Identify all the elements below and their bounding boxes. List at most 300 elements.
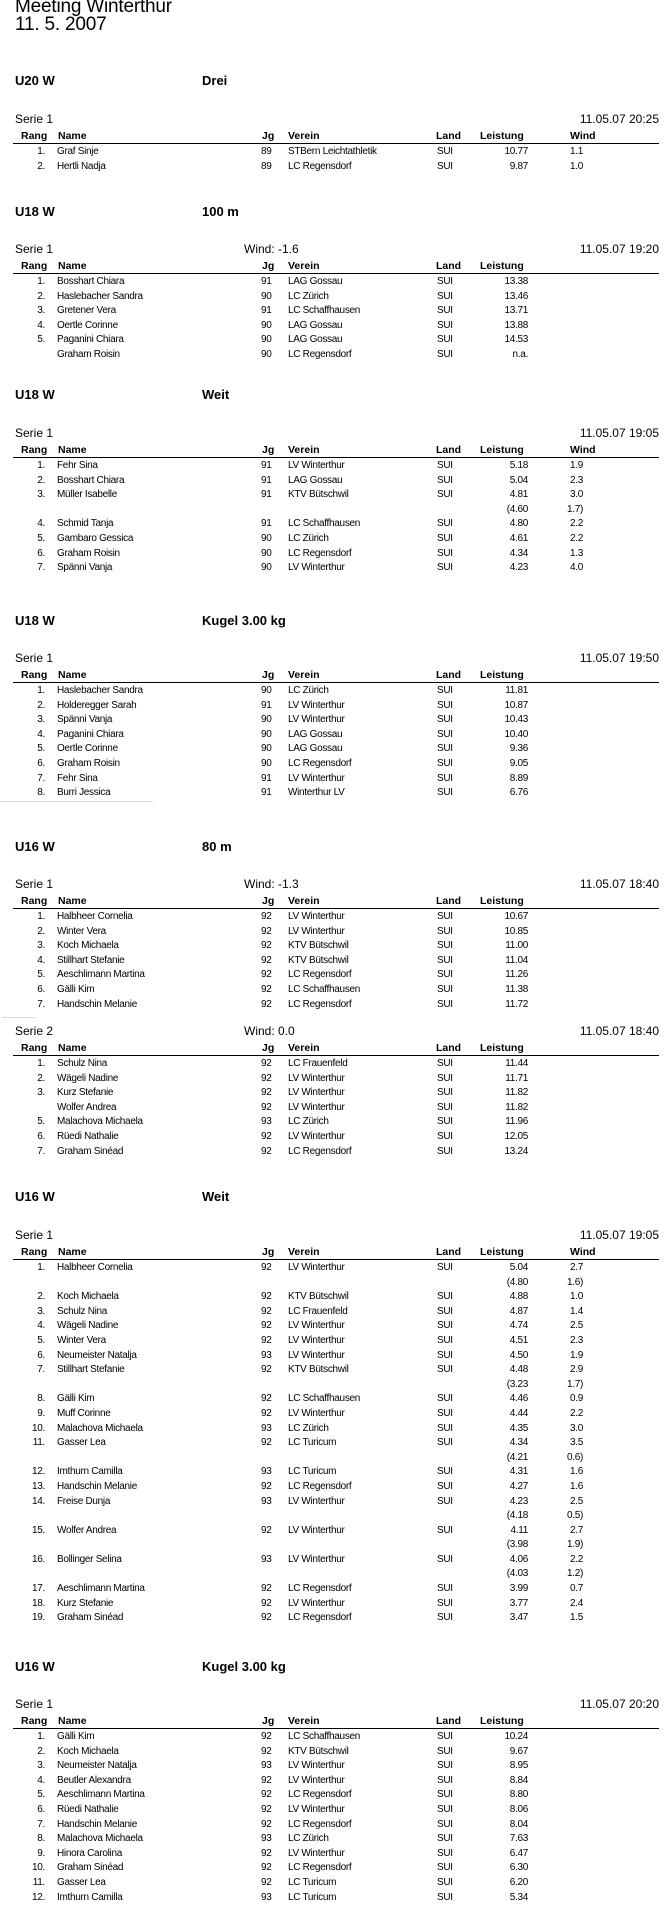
result-row	[0, 1612, 669, 1627]
cell-jg: 90	[261, 348, 272, 360]
cell-verein: LC Zürich	[288, 532, 329, 544]
cell-jg: 92	[261, 1145, 272, 1157]
cell-land: SUI	[437, 489, 453, 501]
event-discipline: Kugel 3.00 kg	[202, 613, 286, 628]
cell-rang: 8.	[37, 1833, 45, 1845]
cell-rang: 4.	[37, 1774, 45, 1786]
cell-wind: 1.5	[569, 1612, 583, 1624]
column-header-land: Land	[436, 669, 462, 681]
cell-verein: LV Winterthur	[288, 1597, 345, 1609]
cell-name: Hinora Carolina	[57, 1847, 122, 1859]
cell-wind: 2.2	[569, 1407, 583, 1419]
cell-verein: KTV Bütschwil	[288, 940, 349, 952]
series-block	[0, 1228, 669, 1627]
series-block	[0, 877, 669, 1013]
cell-jg: 89	[261, 160, 272, 172]
cell-land: SUI	[437, 1833, 453, 1845]
result-row	[0, 1423, 669, 1438]
cell-jg: 92	[261, 1334, 272, 1346]
cell-wind: 1.2)	[566, 1568, 583, 1580]
cell-verein: Winterthur LV	[288, 787, 345, 799]
cell-name: Neumeister Natalja	[57, 1760, 137, 1772]
page-break-line	[2, 1017, 35, 1018]
event-section	[0, 73, 669, 93]
cell-verein: LAG Gossau	[288, 474, 343, 486]
series-time: 11.05.07 20:20	[579, 1697, 659, 1711]
cell-land: SUI	[437, 998, 453, 1010]
cell-verein: LV Winterthur	[288, 1760, 345, 1772]
cell-name: Gälli Kim	[57, 983, 95, 995]
cell-rang: 5.	[37, 1334, 45, 1346]
result-row	[0, 1496, 669, 1511]
cell-rang: 7.	[37, 772, 45, 784]
series-header	[0, 426, 669, 443]
cell-leistung: 4.44	[509, 1407, 528, 1419]
table-header	[13, 129, 659, 144]
table-header	[13, 894, 659, 909]
cell-leistung: 11.38	[505, 983, 528, 995]
column-header-name: Name	[58, 895, 87, 907]
cell-jg: 92	[261, 1597, 272, 1609]
cell-leistung: 4.61	[509, 532, 528, 544]
result-row	[0, 714, 669, 729]
cell-jg: 91	[261, 460, 272, 471]
result-row	[0, 1583, 669, 1598]
cell-land: SUI	[437, 969, 453, 981]
cell-land: SUI	[437, 925, 453, 937]
results-table-body	[0, 144, 669, 175]
column-header-land: Land	[436, 130, 462, 142]
cell-leistung: 14.53	[504, 334, 528, 346]
result-row	[0, 1554, 669, 1569]
cell-leistung: 11.71	[505, 1072, 528, 1084]
cell-verein: LC Turicum	[288, 1891, 337, 1903]
column-header-leistung: Leistung	[480, 1042, 524, 1054]
results-table-body	[0, 1729, 669, 1906]
cell-wind: 2.5	[569, 1495, 583, 1507]
cell-name: Burri Jessica	[57, 787, 111, 799]
cell-verein: LC Frauenfeld	[288, 1058, 348, 1069]
cell-verein: LV Winterthur	[288, 772, 345, 784]
result-row	[0, 969, 669, 984]
result-row-secondary-attempt	[0, 504, 669, 519]
cell-name: Rüedi Nathalie	[57, 1803, 119, 1815]
cell-wind: 2.3	[569, 1334, 583, 1346]
cell-verein: LC Schaffhausen	[288, 518, 361, 530]
cell-rang: 3.	[37, 940, 45, 952]
event-discipline: 80 m	[202, 839, 232, 854]
cell-leistung: 4.81	[509, 489, 528, 501]
cell-land: SUI	[437, 1553, 453, 1565]
cell-rang: 2.	[37, 699, 45, 711]
cell-leistung: 4.46	[509, 1393, 528, 1405]
cell-leistung: 11.82	[505, 1087, 528, 1099]
column-header-leistung: Leistung	[480, 895, 524, 907]
cell-verein: LC Regensdorf	[288, 1480, 352, 1492]
cell-jg: 90	[261, 319, 272, 331]
cell-name: Beutler Alexandra	[57, 1774, 131, 1786]
cell-jg: 92	[261, 911, 272, 922]
cell-verein: LV Winterthur	[288, 1072, 345, 1084]
cell-jg: 93	[261, 1495, 272, 1507]
cell-jg: 92	[261, 1876, 272, 1888]
cell-wind: 1.0	[569, 160, 583, 172]
cell-wind: 2.2	[569, 518, 583, 530]
cell-verein: LC Regensdorf	[288, 1612, 352, 1624]
cell-leistung: 7.63	[509, 1833, 528, 1845]
result-row	[0, 460, 669, 475]
cell-name: Gälli Kim	[57, 1393, 95, 1405]
result-row-secondary-attempt	[0, 1452, 669, 1467]
series-block	[0, 112, 669, 175]
cell-name: Graham Roisin	[57, 757, 120, 769]
results-table-body	[0, 458, 669, 577]
cell-rang: 12.	[31, 1891, 45, 1903]
cell-leistung: 6.47	[509, 1847, 528, 1859]
event-heading	[0, 387, 669, 407]
cell-wind: 2.7	[569, 1262, 583, 1273]
cell-rang: 7.	[37, 1145, 45, 1157]
column-header-land: Land	[436, 1246, 462, 1258]
cell-wind: 2.2	[569, 532, 583, 544]
cell-leistung: 8.06	[509, 1803, 528, 1815]
cell-verein: LV Winterthur	[288, 1847, 345, 1859]
result-row-secondary-attempt	[0, 1277, 669, 1292]
cell-rang: 3.	[37, 1087, 45, 1099]
cell-rang: 6.	[37, 757, 45, 769]
cell-land: SUI	[437, 1597, 453, 1609]
cell-land: SUI	[437, 518, 453, 530]
cell-leistung: 8.95	[509, 1760, 528, 1772]
series-wind: Wind: -1.3	[244, 877, 299, 891]
cell-name: Graham Sinéad	[57, 1862, 124, 1874]
cell-rang: 7.	[37, 1364, 45, 1376]
cell-land: SUI	[437, 1291, 453, 1303]
cell-rang: 15.	[31, 1524, 45, 1536]
cell-land: SUI	[437, 983, 453, 995]
cell-verein: LC Frauenfeld	[288, 1305, 348, 1317]
result-row	[0, 1146, 669, 1161]
result-row-secondary-attempt	[0, 1568, 669, 1583]
cell-jg: 90	[261, 728, 272, 740]
series-wind: Wind: 0.0	[244, 1024, 295, 1038]
cell-rang: 2.	[37, 1072, 45, 1084]
cell-leistung: (4.03	[506, 1568, 528, 1580]
cell-name: Bosshart Chiara	[57, 474, 125, 486]
cell-verein: LC Regensdorf	[288, 969, 352, 981]
cell-land: SUI	[437, 305, 453, 317]
column-header-leistung: Leistung	[480, 1246, 524, 1258]
cell-verein: LV Winterthur	[288, 1349, 345, 1361]
cell-rang: 19.	[31, 1612, 45, 1624]
cell-leistung: 9.05	[509, 757, 528, 769]
result-row	[0, 1819, 669, 1834]
cell-name: Graf Sinje	[57, 146, 99, 157]
event-section	[0, 613, 669, 633]
cell-jg: 92	[261, 1101, 272, 1113]
cell-verein: KTV Bütschwil	[288, 954, 349, 966]
cell-name: Haslebacher Sandra	[57, 290, 143, 302]
cell-leistung: 6.76	[509, 787, 528, 799]
cell-rang: 6.	[37, 983, 45, 995]
cell-verein: KTV Bütschwil	[288, 1745, 349, 1757]
cell-jg: 91	[261, 489, 272, 501]
cell-leistung: 5.04	[509, 474, 528, 486]
result-row	[0, 1525, 669, 1540]
series-time: 11.05.07 19:05	[579, 1228, 659, 1242]
column-header-name: Name	[58, 260, 87, 272]
cell-jg: 92	[261, 1480, 272, 1492]
cell-leistung: (4.18	[506, 1510, 528, 1522]
cell-rang: 13.	[31, 1480, 45, 1492]
cell-name: Stillhart Stefanie	[57, 1364, 125, 1376]
cell-jg: 91	[261, 699, 272, 711]
cell-name: Koch Michaela	[57, 1745, 119, 1757]
cell-rang: 16.	[31, 1553, 45, 1565]
event-category: U18 W	[15, 204, 55, 219]
column-header-jg: Jg	[262, 1042, 275, 1054]
cell-leistung: 11.82	[505, 1101, 528, 1113]
column-header-leistung: Leistung	[480, 1715, 524, 1727]
cell-jg: 92	[261, 1731, 272, 1742]
cell-leistung: 11.96	[505, 1116, 528, 1128]
cell-jg: 90	[261, 532, 272, 544]
cell-verein: LC Regensdorf	[288, 1583, 352, 1595]
cell-name: Graham Sinéad	[57, 1612, 124, 1624]
cell-rang: 2.	[37, 290, 45, 302]
cell-leistung: 10.85	[504, 925, 528, 937]
cell-jg: 92	[261, 1847, 272, 1859]
cell-leistung: 13.88	[504, 319, 528, 331]
result-row	[0, 1073, 669, 1088]
cell-land: SUI	[437, 743, 453, 755]
result-row-secondary-attempt	[0, 1539, 669, 1554]
cell-leistung: 4.27	[509, 1480, 528, 1492]
cell-jg: 93	[261, 1891, 272, 1903]
cell-name: Koch Michaela	[57, 940, 119, 952]
cell-leistung: 13.71	[504, 305, 528, 317]
result-row	[0, 1058, 669, 1073]
column-header-rang: Rang	[21, 444, 48, 456]
cell-jg: 92	[261, 969, 272, 981]
result-row	[0, 743, 669, 758]
cell-jg: 92	[261, 1774, 272, 1786]
cell-name: Imthurn Camilla	[57, 1466, 123, 1478]
cell-leistung: 4.31	[509, 1466, 528, 1478]
cell-jg: 90	[261, 743, 272, 755]
cell-rang: 11.	[32, 1437, 45, 1449]
table-header	[13, 443, 659, 458]
cell-verein: LV Winterthur	[288, 1553, 345, 1565]
cell-name: Kurz Stefanie	[57, 1087, 114, 1099]
cell-verein: LV Winterthur	[288, 1320, 345, 1332]
cell-verein: LV Winterthur	[288, 1524, 345, 1536]
cell-verein: LAG Gossau	[288, 743, 343, 755]
cell-wind: 2.3	[569, 474, 583, 486]
cell-jg: 92	[261, 925, 272, 937]
result-row	[0, 533, 669, 548]
column-header-land: Land	[436, 1715, 462, 1727]
column-header-wind: Wind	[570, 1246, 596, 1258]
cell-name: Graham Roisin	[57, 348, 120, 360]
result-row	[0, 1262, 669, 1277]
cell-verein: LV Winterthur	[288, 1407, 345, 1419]
cell-land: SUI	[437, 1116, 453, 1128]
cell-wind: 1.3	[569, 547, 583, 559]
cell-verein: KTV Bütschwil	[288, 1364, 349, 1376]
cell-rang: 3.	[37, 1760, 45, 1772]
cell-verein: LV Winterthur	[288, 1334, 345, 1346]
cell-land: SUI	[437, 1760, 453, 1772]
cell-leistung: 13.38	[504, 276, 528, 287]
result-row	[0, 1481, 669, 1496]
cell-leistung: 4.34	[509, 547, 528, 559]
cell-jg: 93	[261, 1466, 272, 1478]
cell-name: Rüedi Nathalie	[57, 1130, 119, 1142]
result-row	[0, 518, 669, 533]
cell-verein: LC Regensdorf	[288, 160, 352, 172]
cell-name: Wolfer Andrea	[57, 1524, 117, 1536]
cell-name: Schulz Nina	[57, 1305, 108, 1317]
column-header-land: Land	[436, 260, 462, 272]
column-header-name: Name	[58, 130, 87, 142]
result-row	[0, 984, 669, 999]
cell-wind: 1.7)	[566, 503, 583, 515]
series-time: 11.05.07 19:05	[579, 426, 659, 440]
cell-rang: 9.	[37, 1847, 45, 1859]
cell-verein: LC Schaffhausen	[288, 983, 361, 995]
results-table-body	[0, 909, 669, 1013]
cell-jg: 90	[261, 685, 272, 696]
column-header-leistung: Leistung	[480, 669, 524, 681]
cell-rang: 4.	[37, 518, 45, 530]
cell-land: SUI	[437, 714, 453, 726]
cell-land: SUI	[437, 474, 453, 486]
cell-land: SUI	[437, 1087, 453, 1099]
series-label: Serie 2	[15, 1024, 54, 1038]
cell-wind: 2.2	[569, 1553, 583, 1565]
cell-leistung: 11.26	[505, 969, 528, 981]
result-row	[0, 1789, 669, 1804]
cell-jg: 93	[261, 1833, 272, 1845]
cell-leistung: 10.87	[504, 699, 528, 711]
event-category: U18 W	[15, 613, 55, 628]
cell-leistung: 6.30	[509, 1862, 528, 1874]
cell-rang: 6.	[37, 1349, 45, 1361]
column-header-wind: Wind	[570, 444, 596, 456]
cell-leistung: 4.88	[509, 1291, 528, 1303]
cell-rang: 5.	[37, 1789, 45, 1801]
cell-jg: 90	[261, 714, 272, 726]
result-row	[0, 349, 669, 364]
cell-leistung: 11.44	[505, 1058, 528, 1069]
cell-wind: 0.9	[569, 1393, 583, 1405]
cell-leistung: 9.67	[509, 1745, 528, 1757]
result-row	[0, 146, 669, 161]
cell-jg: 92	[261, 1393, 272, 1405]
result-row	[0, 1775, 669, 1790]
cell-verein: LV Winterthur	[288, 1087, 345, 1099]
cell-leistung: (4.80	[506, 1276, 528, 1288]
series-block	[0, 426, 669, 577]
cell-leistung: (4.60	[506, 503, 528, 515]
cell-leistung: 3.77	[509, 1597, 528, 1609]
cell-land: SUI	[437, 562, 453, 574]
result-row	[0, 1833, 669, 1848]
series-label: Serie 1	[15, 1228, 54, 1242]
column-header-rang: Rang	[21, 1715, 48, 1727]
column-header-name: Name	[58, 669, 87, 681]
result-row	[0, 1335, 669, 1350]
cell-name: Graham Sinéad	[57, 1145, 124, 1157]
cell-wind: 2.5	[569, 1320, 583, 1332]
cell-leistung: 4.34	[509, 1437, 528, 1449]
cell-wind: 2.7	[569, 1524, 583, 1536]
column-header-leistung: Leistung	[480, 260, 524, 272]
cell-name: Malachova Michaela	[57, 1422, 143, 1434]
cell-verein: LC Zürich	[288, 290, 329, 302]
cell-rang: 2.	[37, 925, 45, 937]
results-table-body	[0, 1056, 669, 1160]
column-header-jg: Jg	[262, 260, 275, 272]
cell-name: Fehr Sina	[57, 772, 98, 784]
cell-jg: 91	[261, 305, 272, 317]
cell-leistung: 5.34	[509, 1891, 528, 1903]
cell-name: Bollinger Selina	[57, 1553, 122, 1565]
cell-land: SUI	[437, 685, 453, 696]
cell-name: Graham Roisin	[57, 547, 120, 559]
cell-verein: LC Regensdorf	[288, 998, 352, 1010]
cell-name: Paganini Chiara	[57, 728, 124, 740]
series-wind: Wind: -1.6	[244, 242, 299, 256]
series-header	[0, 1697, 669, 1714]
event-heading	[0, 1659, 669, 1679]
cell-verein: LC Regensdorf	[288, 547, 352, 559]
cell-jg: 92	[261, 1612, 272, 1624]
cell-land: SUI	[437, 1731, 453, 1742]
cell-leistung: 11.72	[505, 998, 528, 1010]
cell-name: Freise Dunja	[57, 1495, 111, 1507]
cell-jg: 91	[261, 474, 272, 486]
cell-name: Müller Isabelle	[57, 489, 117, 501]
cell-name: Bosshart Chiara	[57, 276, 125, 287]
column-header-rang: Rang	[21, 1042, 48, 1054]
column-header-verein: Verein	[288, 1042, 320, 1054]
cell-land: SUI	[437, 1612, 453, 1624]
cell-rang: 2.	[37, 1745, 45, 1757]
result-row	[0, 1598, 669, 1613]
cell-rang: 1.	[37, 146, 45, 157]
event-heading	[0, 613, 669, 633]
cell-land: SUI	[437, 547, 453, 559]
cell-rang: 1.	[37, 276, 45, 287]
cell-rang: 1.	[37, 1731, 45, 1742]
cell-leistung: 4.11	[510, 1524, 528, 1536]
cell-land: SUI	[437, 1818, 453, 1830]
cell-rang: 4.	[37, 954, 45, 966]
cell-verein: LC Turicum	[288, 1466, 337, 1478]
cell-verein: LV Winterthur	[288, 1262, 345, 1273]
results-table-body	[0, 1260, 669, 1627]
cell-name: Oertle Corinne	[57, 319, 118, 331]
cell-wind: 4.0	[569, 562, 583, 574]
event-category: U18 W	[15, 387, 55, 402]
cell-rang: 6.	[37, 1130, 45, 1142]
cell-verein: LV Winterthur	[288, 1495, 345, 1507]
cell-name: Aeschlimann Martina	[57, 1583, 145, 1595]
cell-verein: KTV Bütschwil	[288, 489, 349, 501]
event-section	[0, 1189, 669, 1209]
